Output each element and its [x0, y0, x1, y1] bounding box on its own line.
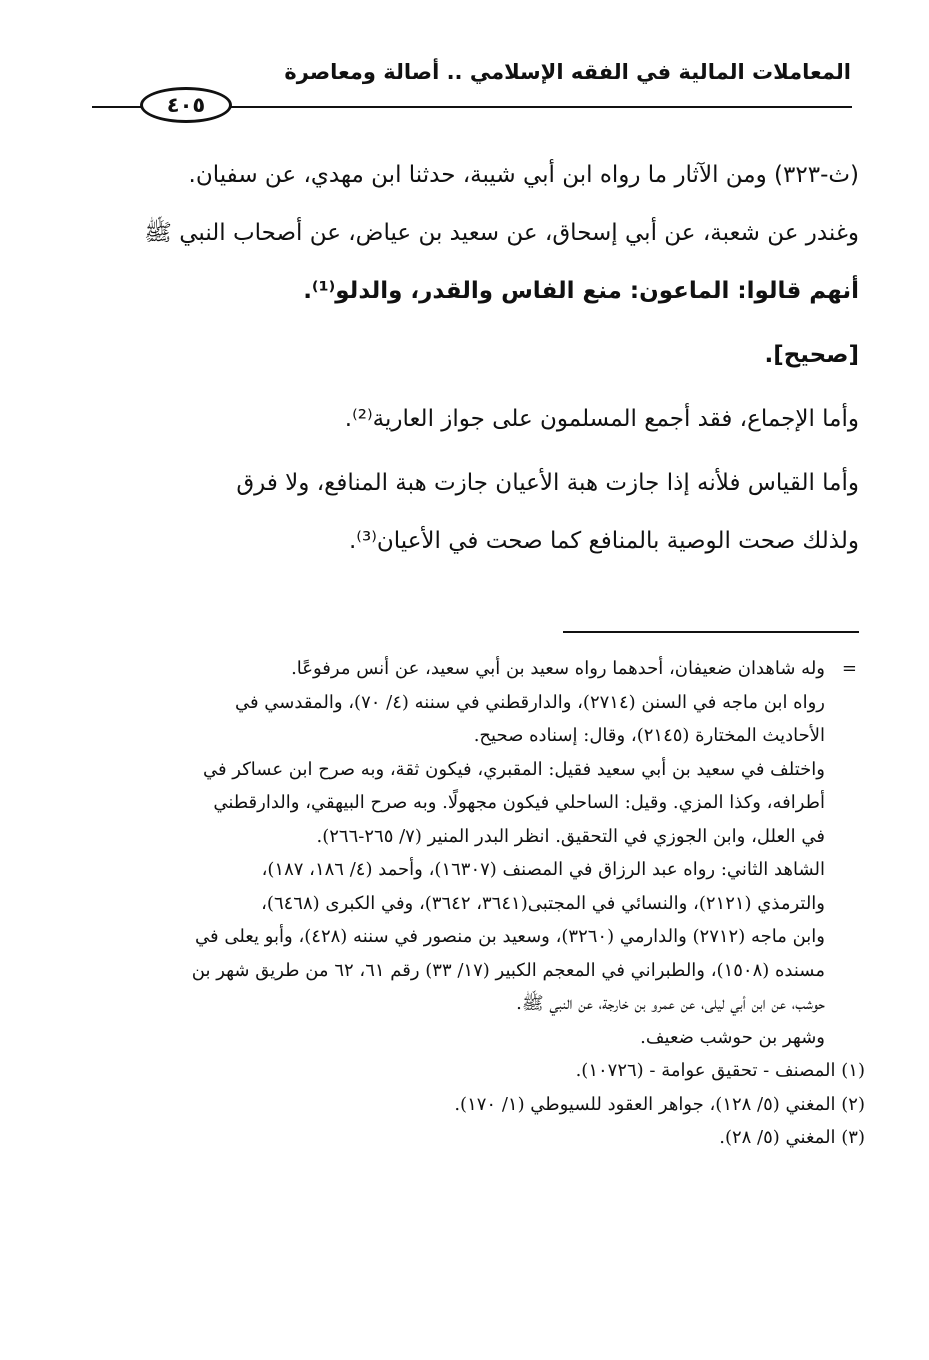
- footnote-1: (١) المصنف - تحقيق عوامة - (١٠٧٢٦).: [575, 1060, 865, 1081]
- footnote-continuation-line: الشاهد الثاني: رواه عبد الرزاق في المصنف (١٦٣٠٧)، وأحمد (٤/ ١٨٦، ١٨٧)،: [261, 859, 825, 880]
- footnote-continuation-line: واختلف في سعيد بن أبي سعيد فقيل: المقبري، فيكون ثقة، وبه صرح ابن عساكر في: [202, 758, 825, 780]
- footnote-continuation-line: والترمذي (٢١٢١)، والنسائي في المجتبى(٣٦٤١، ٣٦٤٢)، وفي الكبرى (٦٤٦٨)،: [261, 892, 825, 914]
- body-line: أنهم قالوا: الماعون: منع الفاس والقدر، والدلو⁽¹⁾.: [303, 278, 859, 304]
- footnote-separator: [563, 631, 859, 633]
- body-line: وأما القياس فلأنه إذا جازت هبة الأعيان جازت هبة المنافع، ولا فرق: [236, 470, 859, 496]
- footnote-continuation-line: وشهر بن حوشب ضعيف.: [640, 1026, 825, 1048]
- footnote-continuation-line: حوشب، عن ابن أبي ليلى، عن عمرو بن خارجة، عن النبي ﷺ.: [516, 993, 825, 1014]
- page-number-oval: [140, 87, 232, 123]
- footnote-continuation-line: وابن ماجه (٢٧١٢) والدارمي (٣٢٦٠)، وسعيد بن منصور في سننه (٤٢٨)، وأبو يعلى في: [195, 926, 825, 947]
- footnote-continuation-line: مسنده (١٥٠٨)، والطبراني في المعجم الكبير (١٧/ ٣٣) رقم ٦١، ٦٢ من طريق شهر بن: [191, 959, 825, 981]
- body-line: [صحيح].: [764, 342, 859, 368]
- page-number: ٤٠٥: [166, 93, 206, 117]
- continuation-marker: =: [841, 658, 857, 679]
- footnote-continuation-line: أطرافه، وكذا المزي. وقيل: الساحلي فيكون مجهولًا. وبه صرح البيهقي، والدارقطني: [213, 792, 825, 813]
- body-line: (ث-٣٢٣) ومن الآثار ما رواه ابن أبي شيبة، حدثنا ابن مهدي، عن سفيان.: [188, 162, 859, 188]
- footnote-2: (٢) المغني (٥/ ١٢٨)، جواهر العقود للسيوطي (١/ ١٧٠).: [454, 1093, 865, 1115]
- running-title: المعاملات المالية في الفقه الإسلامي .. أصالة ومعاصرة: [284, 60, 851, 84]
- main-text: [79, 146, 859, 570]
- footnote-3: (٣) المغني (٥/ ٢٨).: [719, 1127, 865, 1148]
- body-line: وأما الإجماع، فقد أجمع المسلمون على جواز العارية⁽²⁾.: [344, 406, 859, 432]
- footnote-continuation-line: في العلل، وابن الجوزي في التحقيق. انظر البدر المنير (٧/ ٢٦٥-٢٦٦).: [316, 825, 825, 847]
- footnotes: [75, 652, 865, 1155]
- body-line: ولذلك صحت الوصية بالمنافع كما صحت في الأعيان⁽³⁾.: [349, 528, 859, 554]
- body-line: وغندر عن شعبة، عن أبي إسحاق، عن سعيد بن عياض، عن أصحاب النبي ﷺ: [144, 220, 859, 246]
- footnote-continuation-line: رواه ابن ماجه في السنن (٢٧١٤)، والدارقطني في سننه (٤/ ٧٠)، والمقدسي في: [234, 691, 825, 713]
- footnote-continuation-line: =وله شاهدان ضعيفان، أحدهما رواه سعيد بن أبي سعيد، عن أنس مرفوعًا.: [75, 652, 865, 686]
- footnote-continuation-line: الأحاديث المختارة (٢١٤٥)، وقال: إسناده صحيح.: [473, 725, 825, 746]
